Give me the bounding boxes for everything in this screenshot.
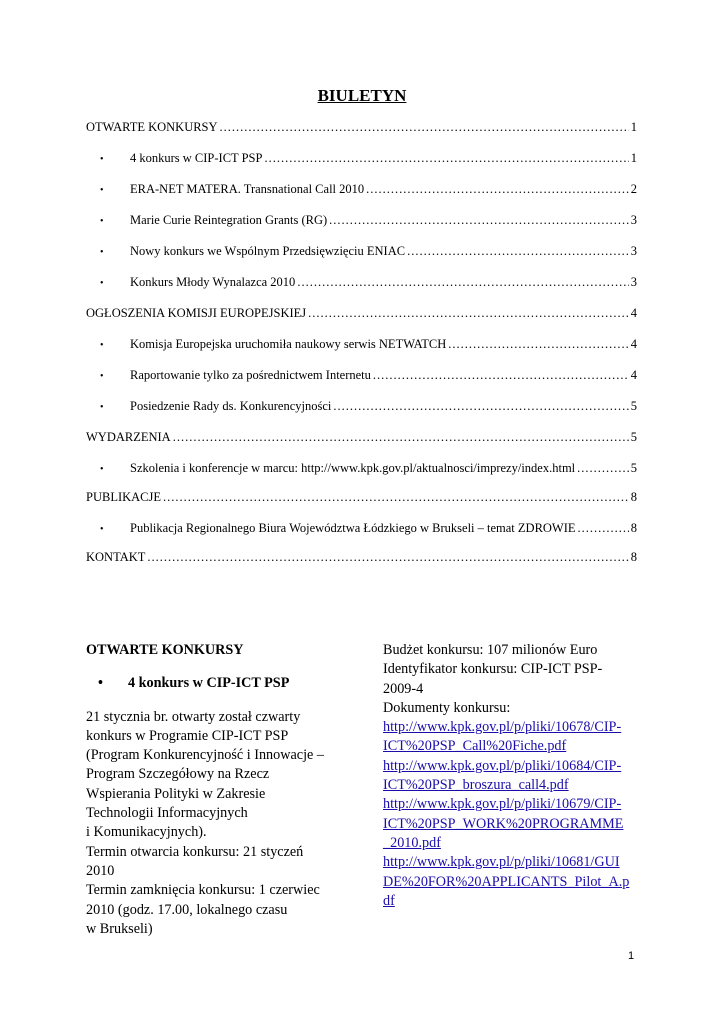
toc-page-number: 8 <box>630 550 637 564</box>
page-number: 1 <box>628 950 635 962</box>
link-text-line: ICT%20PSP_broszura_call4.pdf <box>383 777 569 794</box>
bullet-icon: • <box>100 216 104 227</box>
toc-entry-label: KONTAKT <box>86 550 146 564</box>
document-link[interactable] <box>383 757 638 796</box>
toc-entry-label: ERA-NET MATERA. Transnational Call 2010 <box>130 182 365 196</box>
toc-subentry[interactable] <box>100 399 637 414</box>
toc-page-number: 2 <box>630 182 637 196</box>
toc-page-number: 8 <box>630 521 637 535</box>
body-text-line: Termin otwarcia konkursu: 21 styczeń <box>86 843 304 860</box>
toc-subentry[interactable] <box>100 337 637 352</box>
link-text-line: ICT%20PSP_WORK%20PROGRAMME <box>383 815 624 832</box>
toc-entry-label: Raportowanie tylko za pośrednictwem Internetu <box>130 368 371 382</box>
toc-page-number: 5 <box>630 430 637 444</box>
toc-dot-leader <box>297 275 628 290</box>
toc-entry-label: Konkurs Młody Wynalazca 2010 <box>130 275 296 289</box>
article-body <box>86 708 341 940</box>
toc-entry-label: 4 konkurs w CIP-ICT PSP <box>130 151 263 165</box>
bullet-icon: • <box>100 524 104 535</box>
item-heading <box>98 674 341 693</box>
toc-entry-label: Posiedzenie Rady ds. Konkurencyjności <box>130 399 332 413</box>
bullet-icon: • <box>100 371 104 382</box>
section-heading: OTWARTE KONKURSY <box>86 642 244 658</box>
toc-dot-leader <box>578 521 629 536</box>
link-text-line: ICT%20PSP_Call%20Fiche.pdf <box>383 738 567 755</box>
toc-dot-leader <box>448 337 628 352</box>
document-link[interactable] <box>383 718 638 757</box>
body-text-line: Termin zamknięcia konkursu: 1 czerwiec <box>86 882 320 899</box>
toc-subentry[interactable] <box>100 182 637 197</box>
toc-page-number: 8 <box>630 490 637 504</box>
bullet-icon: • <box>100 154 104 165</box>
toc-subentry[interactable] <box>100 213 637 228</box>
body-text-line: (Program Konkurencyjność i Innowacje – <box>86 747 324 764</box>
toc-entry-label: PUBLIKACJE <box>86 490 162 504</box>
toc-page-number: 4 <box>630 337 637 351</box>
toc-page-number: 3 <box>630 213 637 227</box>
toc-dot-leader <box>264 151 628 166</box>
body-text-line: i Komunikacyjnych). <box>86 824 207 841</box>
toc-page-number: 4 <box>630 306 637 320</box>
toc-dot-leader <box>308 306 629 321</box>
bullet-icon: • <box>100 340 104 351</box>
toc-dot-leader <box>577 461 629 476</box>
document-title: BIULETYN <box>317 86 407 105</box>
toc-subentry[interactable] <box>100 461 637 476</box>
toc-page-number: 5 <box>630 399 637 413</box>
detail-text-line: 2009-4 <box>383 680 424 697</box>
article-left-column <box>86 641 341 939</box>
toc-dot-leader <box>147 550 628 565</box>
toc-entry-label: OGŁOSZENIA KOMISJI EUROPEJSKIEJ <box>86 306 307 320</box>
toc-section-entry[interactable] <box>86 430 637 445</box>
article-details <box>383 641 638 718</box>
body-text-line: 2010 (godz. 17.00, lokalnego czasu <box>86 901 288 918</box>
item-heading-text: 4 konkurs w CIP-ICT PSP <box>128 675 290 692</box>
toc-entry-label: OTWARTE KONKURSY <box>86 120 218 134</box>
toc-page-number: 1 <box>630 120 637 134</box>
toc-entry-label: Marie Curie Reintegration Grants (RG) <box>130 213 328 227</box>
bullet-icon: • <box>100 278 104 289</box>
toc-section-entry[interactable] <box>86 120 637 135</box>
toc-section-entry[interactable] <box>86 490 637 505</box>
toc-subentry[interactable] <box>100 151 637 166</box>
body-text-line: 2010 <box>86 862 115 879</box>
toc-dot-leader <box>173 430 629 445</box>
body-text-line: w Brukseli) <box>86 920 153 937</box>
link-text-line: http://www.kpk.gov.pl/p/pliki/10679/CIP- <box>383 796 622 813</box>
toc-entry-label: Publikacja Regionalnego Biura Województwa Łódzkiego w Brukseli – temat ZDROWIE <box>130 521 576 535</box>
link-text-line: http://www.kpk.gov.pl/p/pliki/10678/CIP- <box>383 719 622 736</box>
link-text-line: http://www.kpk.gov.pl/p/pliki/10681/GUI <box>383 854 620 871</box>
article-right-column <box>383 641 638 911</box>
link-text-line: DE%20FOR%20APPLICANTS_Pilot_A.p <box>383 873 630 890</box>
toc-entry-label: Komisja Europejska uruchomiła naukowy serwis NETWATCH <box>130 337 447 351</box>
link-text-line: df <box>383 892 395 909</box>
toc-entry-label: WYDARZENIA <box>86 430 171 444</box>
toc-entry-label: Nowy konkurs we Wspólnym Przedsięwzięciu ENIAC <box>130 244 406 258</box>
bullet-icon: • <box>100 402 104 413</box>
body-text-line: 21 stycznia br. otwarty został czwarty <box>86 708 301 725</box>
bullet-icon: • <box>100 247 104 258</box>
link-text-line: _2010.pdf <box>383 834 441 851</box>
toc-page-number: 5 <box>630 461 637 475</box>
bullet-icon: • <box>100 185 104 196</box>
toc-dot-leader <box>407 244 629 259</box>
toc-dot-leader <box>366 182 629 197</box>
toc-dot-leader <box>329 213 629 228</box>
toc-subentry[interactable] <box>100 521 637 536</box>
toc-dot-leader <box>333 399 628 414</box>
toc-page-number: 4 <box>630 368 637 382</box>
bullet-icon: • <box>100 464 104 475</box>
toc-entry-label: Szkolenia i konferencje w marcu: http://www.kpk.gov.pl/aktualnosci/imprezy/index.html <box>130 461 576 475</box>
toc-section-entry[interactable] <box>86 550 637 565</box>
document-link[interactable] <box>383 795 638 853</box>
toc-subentry[interactable] <box>100 368 637 383</box>
detail-text-line: Budżet konkursu: 107 milionów Euro <box>383 642 598 658</box>
document-links <box>383 718 638 911</box>
toc-page-number: 3 <box>630 244 637 258</box>
body-text-line: konkurs w Programie CIP-ICT PSP <box>86 727 289 744</box>
toc-dot-leader <box>163 490 629 505</box>
detail-text-line: Dokumenty konkursu: <box>383 699 511 716</box>
link-text-line: http://www.kpk.gov.pl/p/pliki/10684/CIP- <box>383 757 622 774</box>
toc-subentry[interactable] <box>100 244 637 259</box>
toc-dot-leader <box>220 120 629 135</box>
toc-subentry[interactable] <box>100 275 637 290</box>
toc-page-number: 3 <box>630 275 637 289</box>
toc-section-entry[interactable] <box>86 306 637 321</box>
bullet-icon: • <box>98 675 103 692</box>
detail-text-line: Identyfikator konkursu: CIP-ICT PSP- <box>383 661 603 678</box>
document-link[interactable] <box>383 853 638 911</box>
body-text-line: Program Szczegółowy na Rzecz <box>86 766 270 783</box>
toc-dot-leader <box>373 368 629 383</box>
toc-page-number: 1 <box>630 151 637 165</box>
body-text-line: Wspierania Polityki w Zakresie <box>86 785 266 802</box>
body-text-line: Technologii Informacyjnych <box>86 805 248 822</box>
